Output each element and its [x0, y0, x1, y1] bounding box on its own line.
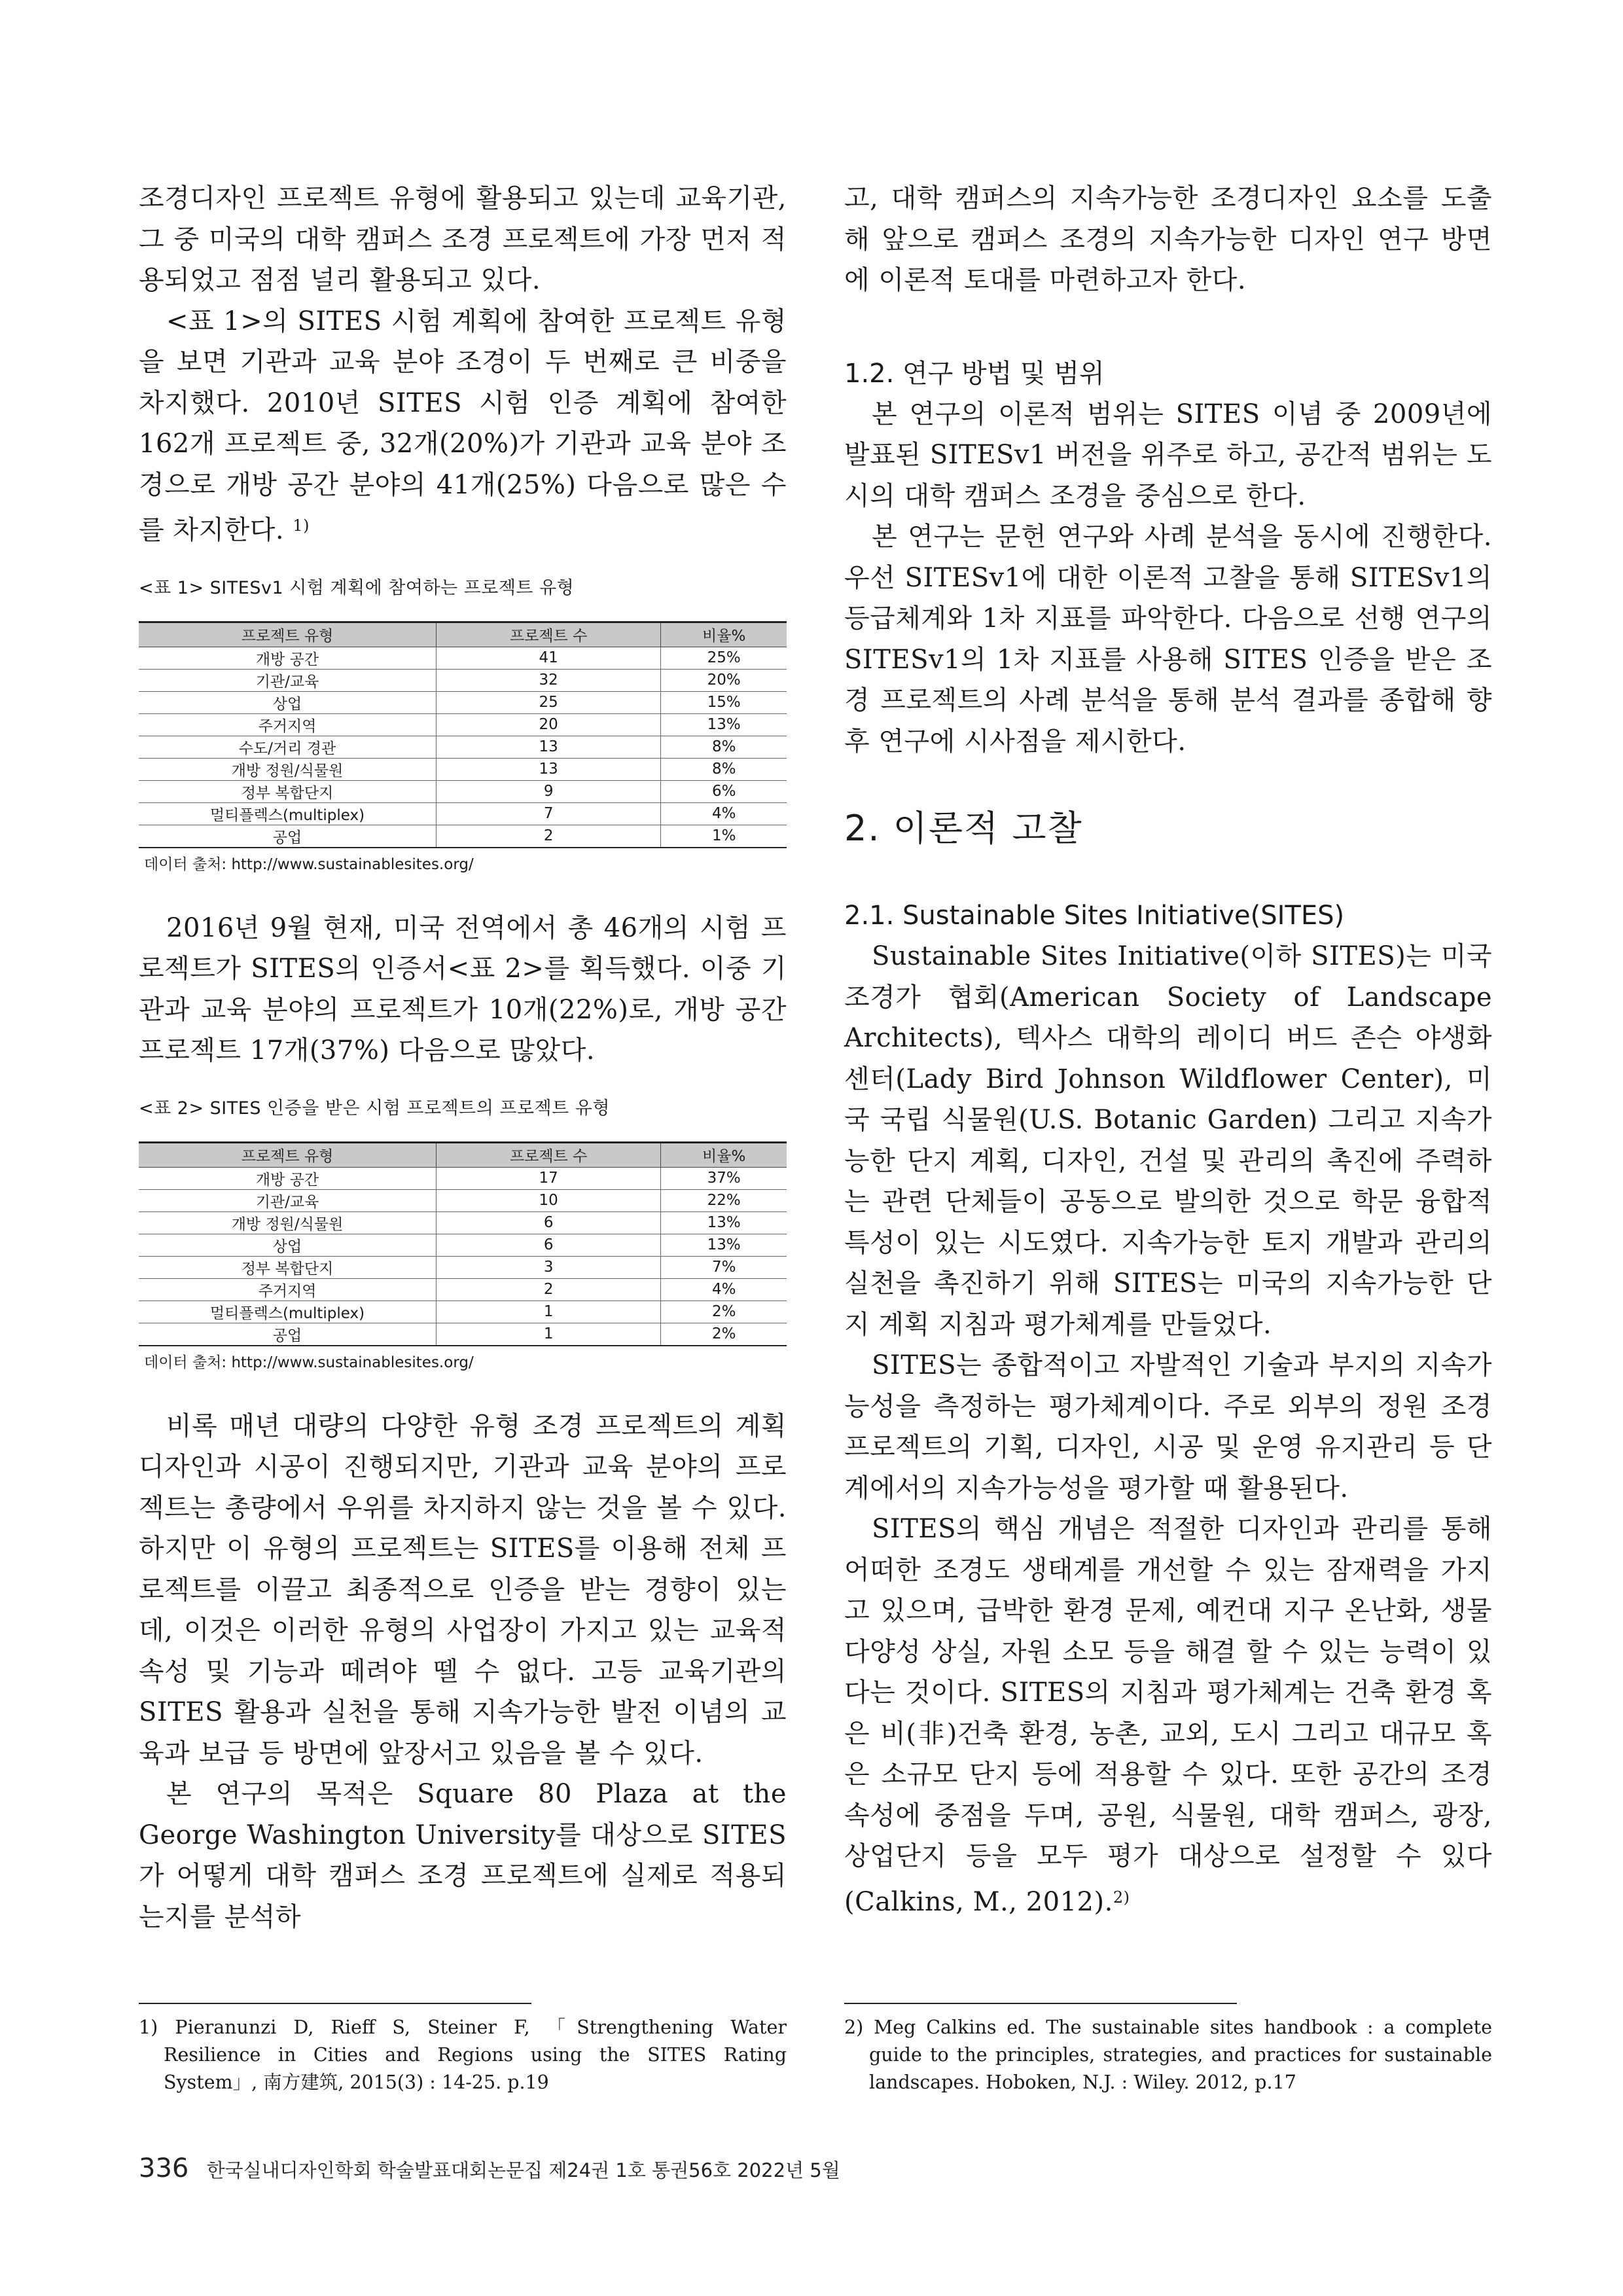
table-cell: 공업	[139, 1323, 437, 1346]
footnote-divider-right	[844, 2003, 1237, 2004]
right-column	[844, 178, 1492, 1922]
table-row	[139, 1300, 787, 1323]
table-row	[139, 1167, 787, 1189]
table-cell: 공업	[139, 825, 437, 848]
right-paragraph-3: 본 연구는 문헌 연구와 사례 분석을 동시에 진행한다. 우선 SITESv1에 대한 이론적 고찰을 통해 SITESv1의 등급체계와 1차 지표를 파악한다. 다음으로 선행 연구의 SITESv1의 1차 지표를 사용해 SITES 인증을 받은 조경 프로젝트의 사례 분석을 통해 분석 결과를 종합해 향후 연구에 시사점을 제시한다.	[844, 522, 1492, 757]
table-row	[139, 1189, 787, 1211]
table-cell: 2	[437, 1278, 661, 1300]
table-row	[139, 1278, 787, 1300]
right-paragraph-5: SITES는 종합적이고 자발적인 기술과 부지의 지속가능성을 측정하는 평가체계이다. 주로 외부의 정원 조경 프로젝트의 기획, 디자인, 시공 및 운영 유지관리 등 단계에서의 지속가능성을 평가할 때 활용된다.	[844, 1350, 1492, 1503]
left-paragraph-3: 2016년 9월 현재, 미국 전역에서 총 46개의 시험 프로젝트가 SITES의 인증서<표 2>를 획득했다. 이중 기관과 교육 분야의 프로젝트가 10개(22%)로, 개방 공간 프로젝트 17개(37%) 다음으로 많았다.	[139, 912, 787, 1066]
left-paragraph-5: 본 연구의 목적은 Square 80 Plaza at the George Washington University를 대상으로 SITES가 어떻게 대학 캠퍼스 조경 프로젝트에 실제로 적용되는지를 분석하	[139, 1779, 787, 1932]
table-cell: 17	[437, 1167, 661, 1189]
table-cell: 6	[437, 1211, 661, 1234]
table-row	[139, 1256, 787, 1278]
table-cell: 22%	[661, 1189, 787, 1211]
table-cell: 기관/교육	[139, 669, 437, 691]
table-cell: 13%	[661, 713, 787, 736]
table-cell: 6%	[661, 780, 787, 802]
left-paragraph-1: 조경디자인 프로젝트 유형에 활용되고 있는데 교육기관, 그 중 미국의 대학 캠퍼스 조경 프로젝트에 가장 먼저 적용되었고 점점 널리 활용되고 있다.	[139, 183, 787, 295]
section-heading-2: 2. 이론적 고찰	[844, 808, 1083, 849]
table-cell: 2	[437, 825, 661, 848]
spacer	[844, 855, 1492, 895]
table-1-source: 데이터 출처: http://www.sustainablesites.org/	[144, 855, 474, 873]
footnote-ref-2: 2)	[1113, 1888, 1130, 1907]
spacer	[844, 762, 1492, 802]
footnote-ref-1: 1)	[293, 516, 310, 535]
table-cell: 기관/교육	[139, 1189, 437, 1211]
table-1-header-ratio: 비율%	[661, 622, 787, 647]
table-cell: 정부 복합단지	[139, 1256, 437, 1278]
table-cell: 수도/거리 경관	[139, 736, 437, 758]
table-cell: 상업	[139, 1234, 437, 1256]
right-paragraph-6	[844, 1509, 1492, 1922]
table-cell: 20%	[661, 669, 787, 691]
spacer	[844, 301, 1492, 353]
table-row	[139, 669, 787, 691]
footnote-divider-left	[139, 2003, 531, 2004]
table-cell: 25	[437, 691, 661, 713]
table-cell: 2%	[661, 1300, 787, 1323]
section-heading-2-1: 2.1. Sustainable Sites Initiative(SITES)	[844, 901, 1345, 931]
table-cell: 13	[437, 736, 661, 758]
table-row	[139, 758, 787, 780]
table-cell: 13%	[661, 1234, 787, 1256]
table-cell: 3	[437, 1256, 661, 1278]
table-cell: 13	[437, 758, 661, 780]
table-cell: 1	[437, 1323, 661, 1346]
right-paragraph-2: 본 연구의 이론적 범위는 SITES 이념 중 2009년에 발표된 SITESv1 버전을 위주로 하고, 공간적 범위는 도시의 대학 캠퍼스 조경을 중심으로 한다.	[844, 399, 1492, 511]
table-row	[139, 713, 787, 736]
table-cell: 7%	[661, 1256, 787, 1278]
table-cell: 1	[437, 1300, 661, 1323]
table-row	[139, 1234, 787, 1256]
table-cell: 41	[437, 647, 661, 669]
table-2	[139, 1141, 787, 1346]
table-row	[139, 691, 787, 713]
table-cell: 정부 복합단지	[139, 780, 437, 802]
table-1-header-count: 프로젝트 수	[437, 622, 661, 647]
table-cell: 주거지역	[139, 713, 437, 736]
table-cell: 멀티플렉스(multiplex)	[139, 1300, 437, 1323]
table-cell: 개방 공간	[139, 1167, 437, 1189]
table-cell: 개방 정원/식물원	[139, 758, 437, 780]
table-cell: 6	[437, 1234, 661, 1256]
table-row	[139, 736, 787, 758]
table-cell: 상업	[139, 691, 437, 713]
table-cell: 9	[437, 780, 661, 802]
table-1-caption: <표 1> SITESv1 시험 계획에 참여하는 프로젝트 유형	[139, 577, 575, 598]
table-cell: 4%	[661, 802, 787, 825]
table-cell: 1%	[661, 825, 787, 848]
table-2-header-count: 프로젝트 수	[437, 1142, 661, 1167]
right-paragraph-1: 고, 대학 캠퍼스의 지속가능한 조경디자인 요소를 도출해 앞으로 캠퍼스 조경의 지속가능한 디자인 연구 방면에 이론적 토대를 마련하고자 한다.	[844, 183, 1492, 295]
left-paragraph-2-text: <표 1>의 SITES 시험 계획에 참여한 프로젝트 유형을 보면 기관과 교육 분야 조경이 두 번째로 큰 비중을 차지했다. 2010년 SITES 시험 인증 계획에 참여한 162개 프로젝트 중, 32개(20%)가 기관과 교육 분야 조경으로 개방 공간 분야의 41개(25%) 다음으로 많은 수를 차지한다.	[139, 306, 787, 545]
footnote-2: 2) Meg Calkins ed. The sustainable sites handbook : a complete guide to the principles, strategies, and practices for sustainable landscapes. Hoboken, N.J. : Wiley. 2012, p.17	[844, 2017, 1492, 2093]
left-paragraph-2	[139, 301, 787, 551]
table-cell: 개방 정원/식물원	[139, 1211, 437, 1234]
left-paragraph-4: 비록 매년 대량의 다양한 유형 조경 프로젝트의 계획 디자인과 시공이 진행되지만, 기관과 교육 분야의 프로젝트는 총량에서 우위를 차지하지 않는 것을 볼 수 있다. 하지만 이 유형의 프로젝트는 SITES를 이용해 전체 프로젝트를 이끌고 최종적으로 인증을 받는 경향이 있는데, 이것은 이러한 유형의 사업장이 가지고 있는 교육적 속성 및 기능과 떼려야 뗄 수 없다. 고등 교육기관의 SITES 활용과 실천을 통해 지속가능한 발전 이념의 교육과 보급 등 방면에 앞장서고 있음을 볼 수 있다.	[139, 1410, 787, 1768]
table-cell: 개방 공간	[139, 647, 437, 669]
section-heading-1-2: 1.2. 연구 방법 및 범위	[844, 358, 1105, 389]
table-1-header-type: 프로젝트 유형	[139, 622, 437, 647]
table-1-header-row	[139, 622, 787, 647]
table-row	[139, 825, 787, 848]
table-2-header-row	[139, 1142, 787, 1167]
page-number: 336	[139, 2153, 189, 2183]
table-row	[139, 780, 787, 802]
right-paragraph-4: Sustainable Sites Initiative(이하 SITES)는 미국 조경가 협회(American Society of Landscape Architects), 텍사스 대학의 레이디 버드 존슨 야생화 센터(Lady Bird Johnson Wildflower Center), 미국 국립 식물원(U.S. Botanic Garden) 그리고 지속가능한 단지 계획, 디자인, 건설 및 관리의 촉진에 주력하는 관련 단체들이 공동으로 발의한 것으로 학문 융합적 특성이 있는 시도였다. 지속가능한 토지 개발과 관리의 실천을 촉진하기 위해 SITES는 미국의 지속가능한 단지 계획 지침과 평가체계를 만들었다.	[844, 941, 1492, 1340]
table-cell: 8%	[661, 736, 787, 758]
table-2-source: 데이터 출처: http://www.sustainablesites.org/	[144, 1354, 474, 1371]
table-cell: 32	[437, 669, 661, 691]
table-2-header-ratio: 비율%	[661, 1142, 787, 1167]
table-cell: 20	[437, 713, 661, 736]
table-cell: 주거지역	[139, 1278, 437, 1300]
table-row	[139, 1211, 787, 1234]
journal-info: 한국실내디자인학회 학술발표대회논문집 제24권 1호 통권56호 2022년 5월	[206, 2159, 840, 2181]
table-cell: 37%	[661, 1167, 787, 1189]
table-2-caption: <표 2> SITES 인증을 받은 시험 프로젝트의 프로젝트 유형	[139, 1098, 610, 1119]
table-row	[139, 1323, 787, 1346]
table-cell: 10	[437, 1189, 661, 1211]
table-row	[139, 802, 787, 825]
table-cell: 2%	[661, 1323, 787, 1346]
right-paragraph-6-text: SITES의 핵심 개념은 적절한 디자인과 관리를 통해 어떠한 조경도 생태계를 개선할 수 있는 잠재력을 가지고 있으며, 급박한 환경 문제, 예컨대 지구 온난화, 생물다양성 상실, 자원 소모 등을 해결 할 수 있는 능력이 있다는 것이다. SITES의 지침과 평가체계는 건축 환경 혹은 비(非)건축 환경, 농촌, 교외, 도시 그리고 대규모 혹은 소규모 단지 등에 적용할 수 있다. 또한 공간의 조경 속성에 중점을 두며, 공원, 식물원, 대학 캠퍼스, 광장, 상업단지 등을 모두 평가 대상으로 설정할 수 있다(Calkins, M., 2012).	[844, 1514, 1492, 1917]
table-cell: 4%	[661, 1278, 787, 1300]
table-cell: 15%	[661, 691, 787, 713]
table-cell: 13%	[661, 1211, 787, 1234]
page-footer	[139, 2153, 840, 2183]
table-1	[139, 621, 787, 848]
table-cell: 8%	[661, 758, 787, 780]
table-row	[139, 647, 787, 669]
table-cell: 7	[437, 802, 661, 825]
footnote-1: 1) Pieranunzi D, Rieff S, Steiner F, 「Strengthening Water Resilience in Cities and Regions using the SITES Rating System」, 南方建筑, 2015(3) : 14-25. p.19	[139, 2017, 787, 2093]
table-2-header-type: 프로젝트 유형	[139, 1142, 437, 1167]
table-cell: 25%	[661, 647, 787, 669]
table-cell: 멀티플렉스(multiplex)	[139, 802, 437, 825]
left-column	[139, 178, 787, 1937]
